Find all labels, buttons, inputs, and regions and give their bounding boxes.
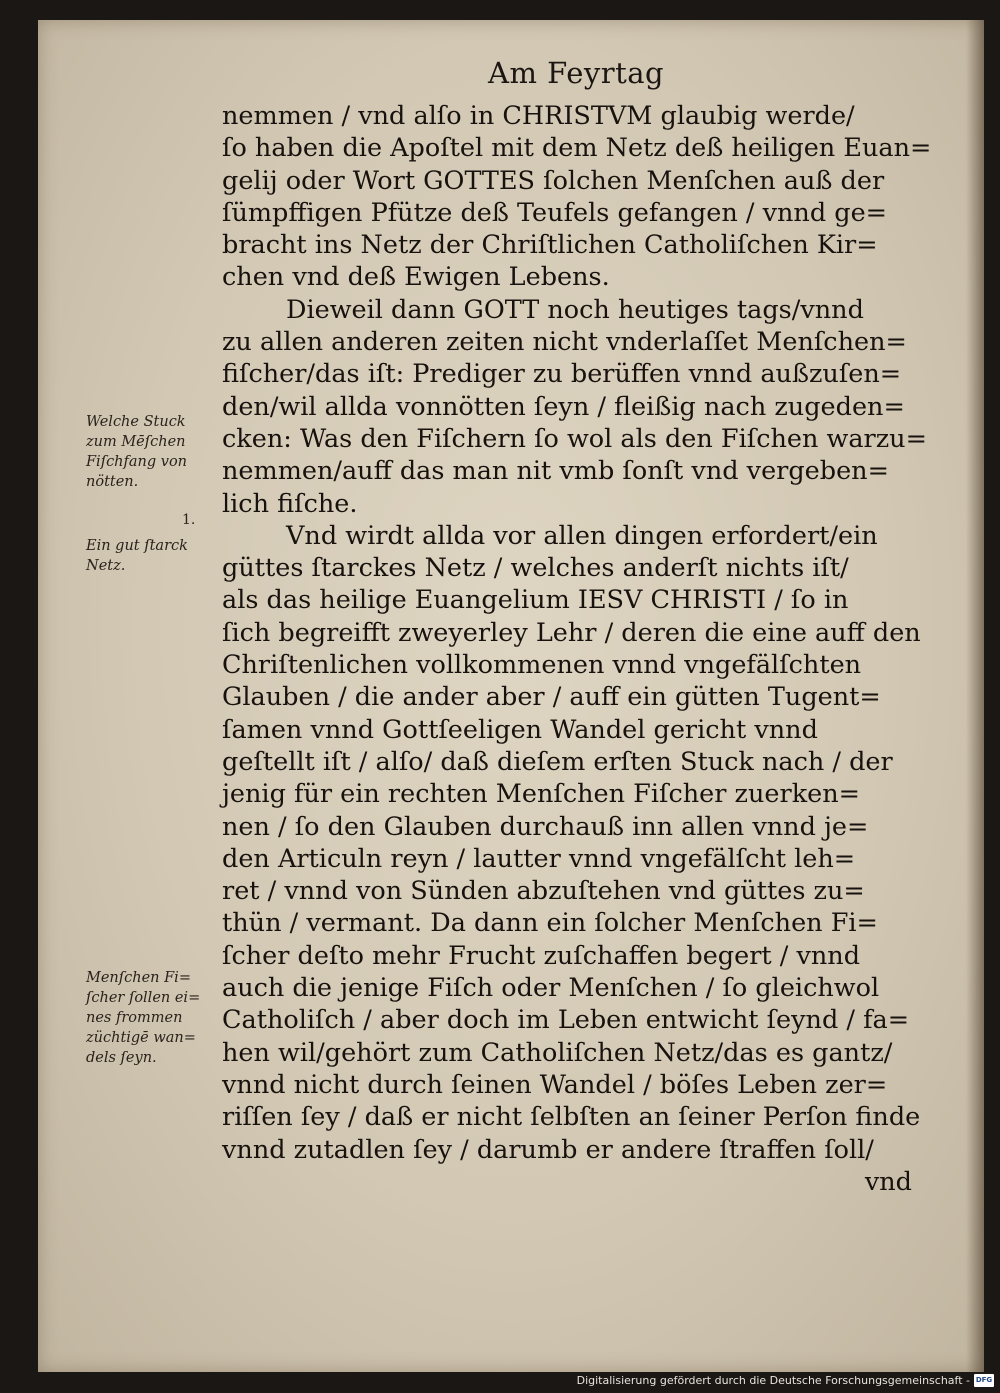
body-text (222, 100, 932, 1198)
text-line: vnnd zutadlen ſey / darumb er andere ſtraffen ſoll/ (222, 1134, 874, 1165)
margin-note-line: Menſchen Fi= (86, 970, 191, 986)
text-line: riſſen ſey / daß er nicht ſelbſten an ſeiner Perſon finde (222, 1102, 921, 1133)
margin-note-line: ſcher ſollen ei= (86, 990, 201, 1006)
text-line: bracht ins Netz der Chriſtlichen Catholiſchen Kir= (222, 230, 878, 261)
margin-note-line: nötten. (86, 474, 139, 490)
text-line: Vnd wirdt allda vor allen dingen erfordert/ein (286, 520, 878, 551)
text-line: gelij oder Wort GOTTES ſolchen Menſchen auß der (222, 165, 885, 196)
text-line: geſtellt iſt / alſo/ daß dieſem erſten Stuck nach / der (222, 746, 893, 777)
text-line: nen / ſo den Glauben durchauß inn allen vnnd je= (222, 811, 869, 842)
text-line: hen wil/gehört zum Catholiſchen Netz/das es gantz/ (222, 1037, 893, 1068)
text-line: ret / vnnd von Sünden abzuſtehen vnd güttes zu= (222, 876, 865, 907)
margin-note-line: zum Mēſchen (86, 434, 186, 450)
margin-note-line: Ein gut ſtarck (86, 538, 188, 554)
text-line: ſümpffigen Pfütze deß Teufels gefangen / vnnd ge= (222, 197, 888, 228)
text-line: Chriſtenlichen vollkommenen vnnd vngefälſchten (222, 650, 862, 681)
margin-note-line: züchtigē wan= (86, 1030, 196, 1046)
text-line: ſo haben die Apoſtel mit dem Netz deß heiligen Euan= (222, 133, 932, 164)
text-line: ſamen vnnd Gottſeeligen Wandel gericht vnnd (222, 714, 818, 745)
margin-number: 1. (182, 512, 196, 528)
margin-note-fishing (86, 412, 210, 492)
dfg-logo: DFG (974, 1374, 994, 1387)
text-line: thün / vermant. Da dann ein ſolcher Menſchen Fi= (222, 908, 878, 939)
text-line: cken: Was den Fiſchern ſo wol als den Fiſchen warzu= (222, 423, 927, 454)
text-line: zu allen anderen zeiten nicht vnderlaſſet Menſchen= (222, 327, 907, 358)
text-line: den Articuln reyn / lautter vnnd vngefälſcht leh= (222, 843, 856, 874)
margin-note-line: Netz. (86, 558, 126, 574)
page-edge-shadow (966, 20, 984, 1372)
text-line: Catholiſch / aber doch im Leben entwicht ſeynd / fa= (222, 1005, 910, 1036)
text-line: chen vnd deß Ewigen Lebens. (222, 262, 610, 293)
text-line: auch die jenige Fiſch oder Menſchen / ſo gleichwol (222, 973, 880, 1004)
margin-note-fishers (86, 968, 210, 1068)
text-line: ſcher deſto mehr Frucht zuſchaffen begert / vnnd (222, 940, 861, 971)
footer-credit: Digitalisierung gefördert durch die Deutsche Forschungsgemeinschaft - (576, 1374, 970, 1387)
text-line: lich fiſche. (222, 488, 358, 519)
text-line: vnnd nicht durch ſeinen Wandel / böſes Leben zer= (222, 1069, 888, 1100)
text-line: den/wil allda vonnötten ſeyn / fleißig nach zugeden= (222, 391, 905, 422)
text-line: güttes ſtarckes Netz / welches anderſt nichts iſt/ (222, 553, 849, 584)
margin-note-line: dels ſeyn. (86, 1050, 157, 1066)
margin-note-line: Fiſchfang von (86, 454, 188, 470)
text-line: als das heilige Euangelium IESV CHRISTI / ſo in (222, 585, 849, 616)
text-line: nemmen / vnd alſo in CHRISTVM glaubig werde/ (222, 101, 855, 131)
margin-note-line: Welche Stuck (86, 414, 186, 430)
text-line: Dieweil dann GOTT noch heutiges tags/vnnd (286, 294, 864, 325)
running-head: Am Feyrtag (488, 56, 665, 90)
text-line: Glauben / die ander aber / auff ein gütten Tugent= (222, 682, 881, 713)
text-line: nemmen/auff das man nit vmb ſonſt vnd vergeben= (222, 456, 889, 487)
text-line: ſich begreifft zweyerley Lehr / deren die eine auff den (222, 617, 921, 648)
text-line: fiſcher/das iſt: Prediger zu berüffen vnnd außzuſen= (222, 359, 902, 390)
catchword: vnd (864, 1166, 912, 1197)
margin-note-net (86, 536, 210, 576)
margin-note-line: nes frommen (86, 1010, 183, 1026)
text-line: jenig für ein rechten Menſchen Fiſcher zuerken= (222, 779, 861, 810)
